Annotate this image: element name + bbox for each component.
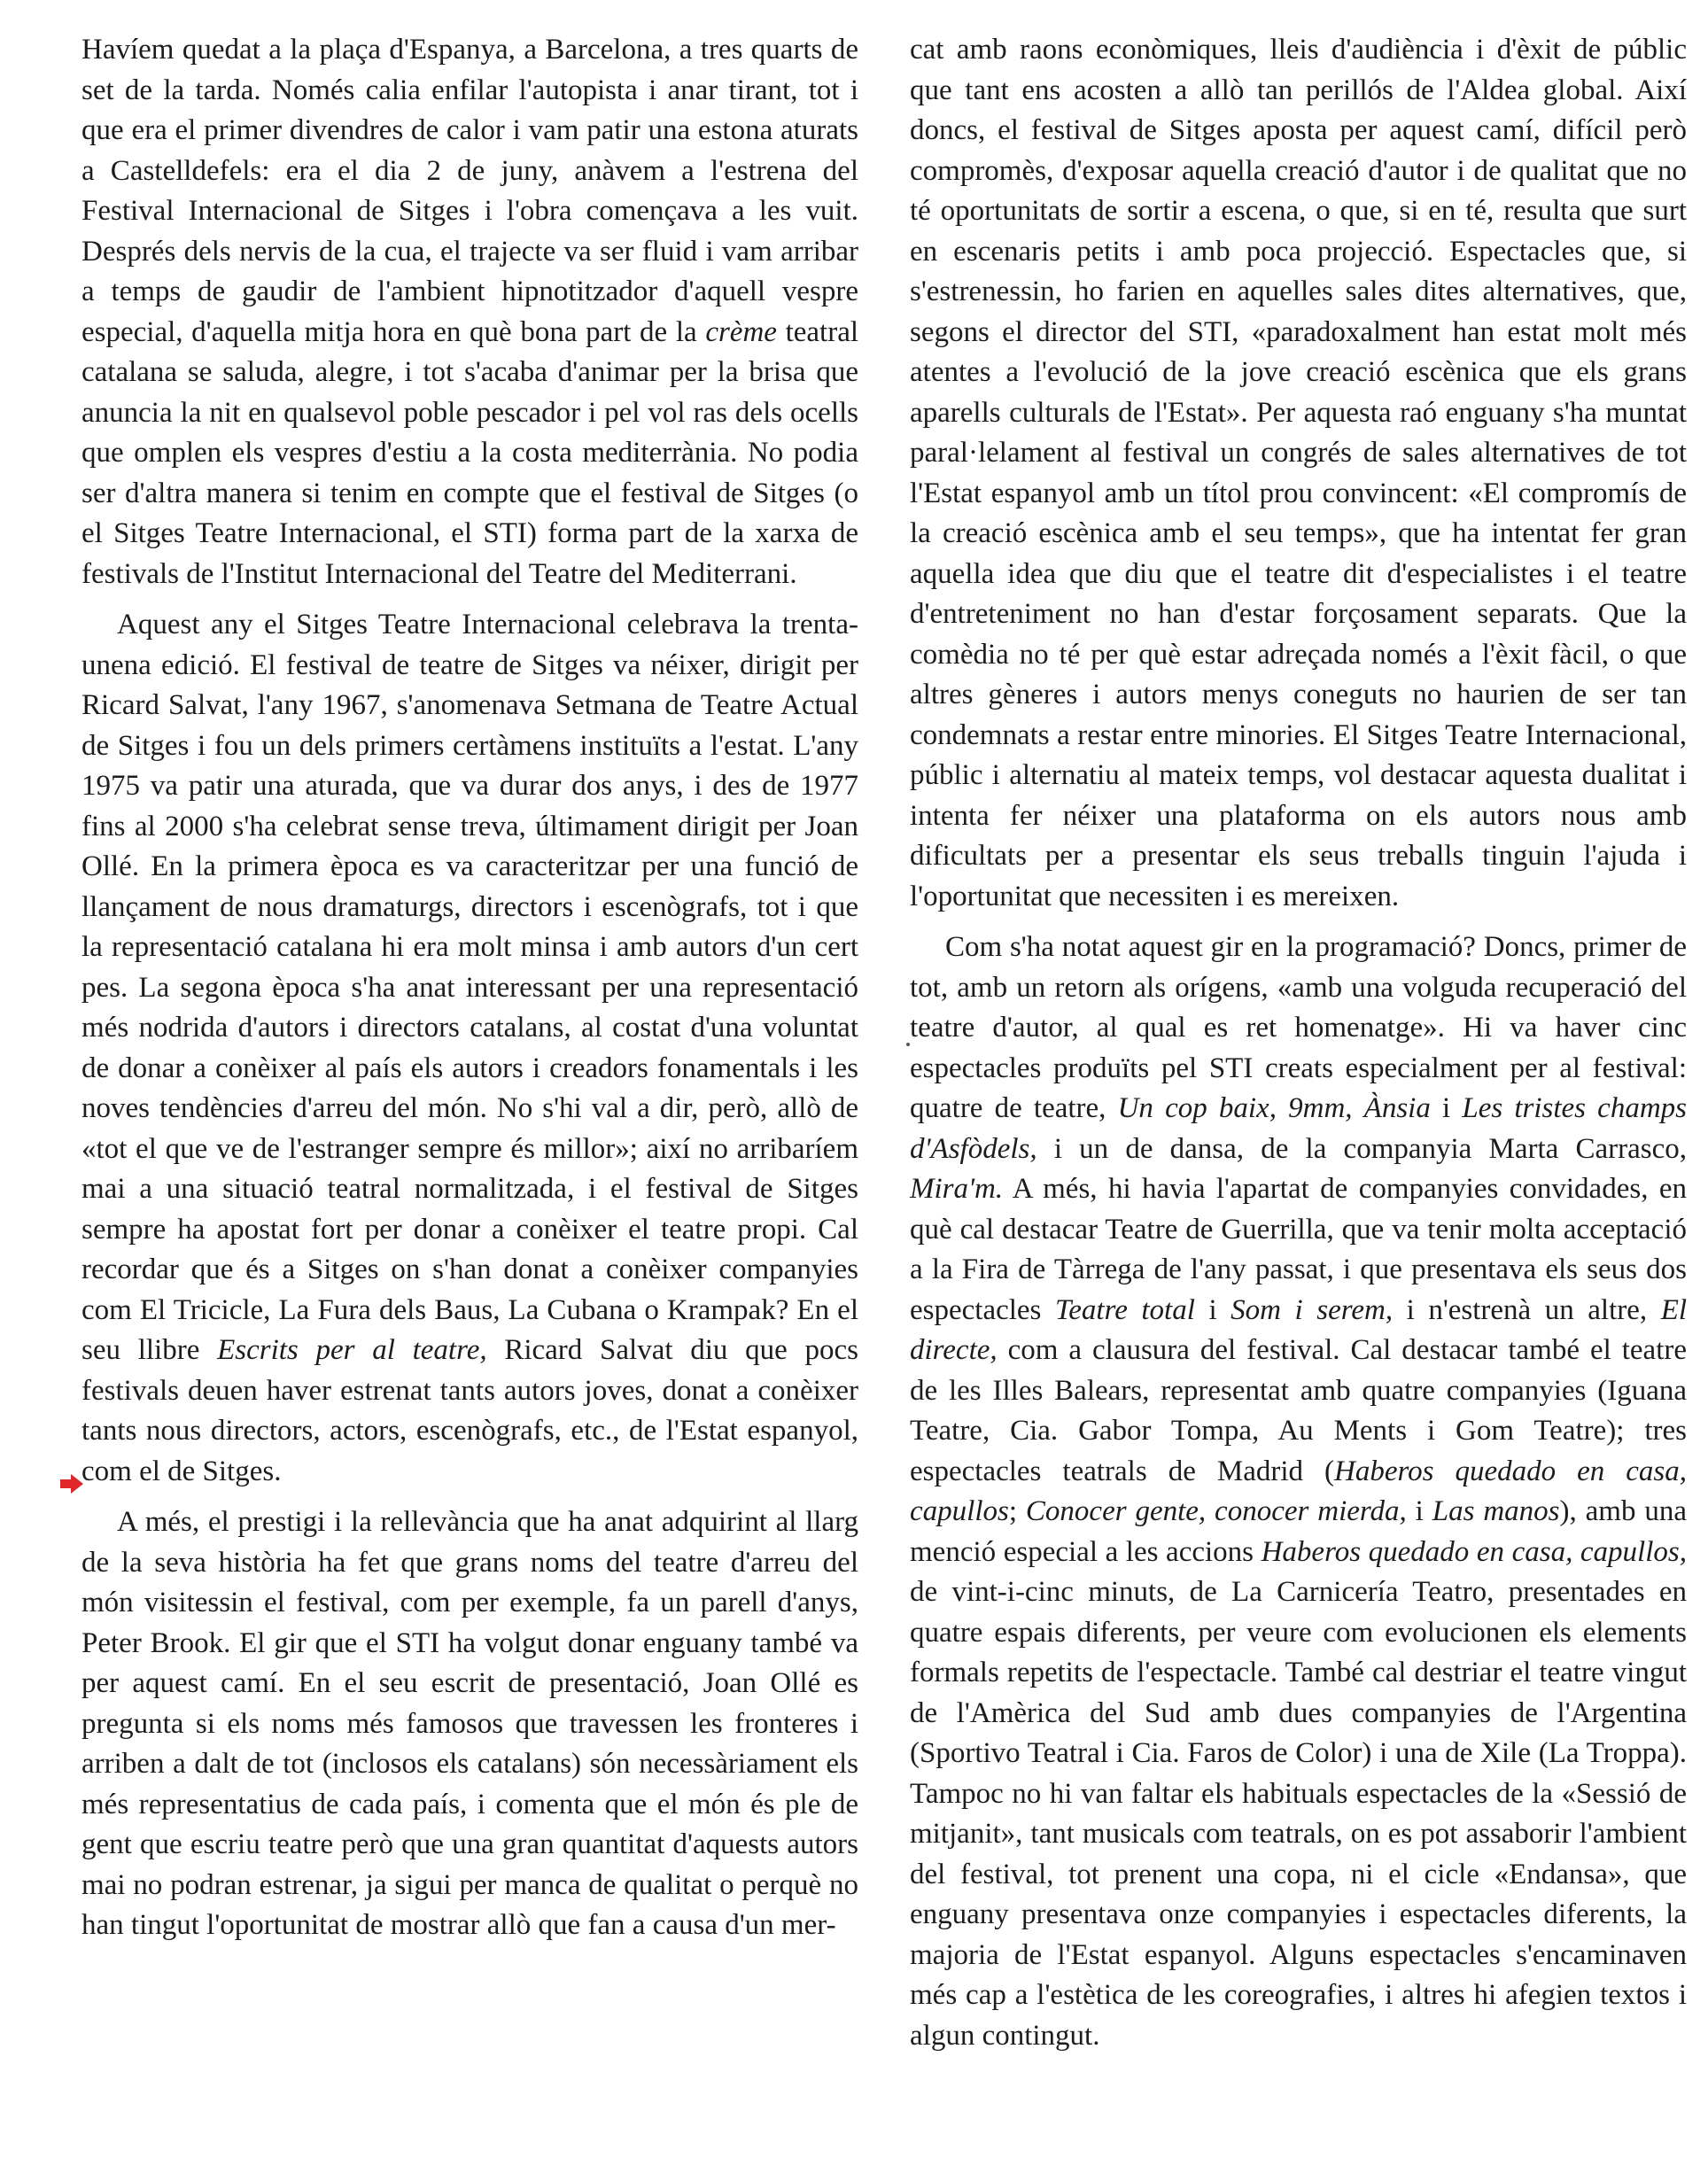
body-text: i n'estrenà un altre, [1393,1293,1661,1326]
body-text: A més, el prestigi i la rellevància que ha anat adquirint al llarg de la seva història ha fet que grans noms del teatre d'arreu del món visitessin el festival, com per exemple, fa un parell d'anys, Peter Brook. El gir que el STI ha volgut donar enguany també va per aquest camí. En el seu escrit de presentació, Joan Ollé es pregunta si els noms més famosos que travessen les fronteres i arriben a dalt de tot (inclosos els catalans) són necessàriament els més representatius de cada país, i comenta que el món és ple de gent que escriu teatre però que una gran quantitat d'aquests autors mai no podran estrenar, ja sigui per manca de qualitat o perquè no han tingut l'oportunitat de mostrar allò que fan a causa d'un mer- [82,1506,858,1941]
body-text: Havíem quedat a la plaça d'Espanya, a Barcelona, a tres quarts de set de la tarda. Només calia enfilar l'autopista i anar tirant, tot i que era el primer divendres de calor i vam patir una estona aturats a Castelldefels: era el dia 2 de juny, anàvem a l'estrena del Festival Internacional de Sitges i l'obra començava a les vuit. Després dels nervis de la cua, el trajecte va ser fluid i vam arribar a temps de gaudir de l'ambient hipnotitzador d'aquell vespre especial, d'aquella mitja hora en què bona part de la [82,34,858,348]
body-text: ; [1008,1495,1026,1527]
paragraph-p4 [910,30,1687,917]
paragraph-p2 [82,605,858,1492]
body-text: i [1194,1293,1231,1326]
italic-title-text: crème [705,315,777,348]
body-text: teatral catalana se saluda, alegre, i tot s'acaba d'animar per la brisa que anuncia la nit en qualsevol poble pescador i pel vol ras dels ocells que omplen els vespres d'estiu a la costa mediterrània. No podia ser d'altra manera si tenim en compte que el festival de Sitges (o el Sitges Teatre Internacional, el STI) forma part de la xarxa de festivals de l'Institut Internacional del Teatre del Mediterrani. [82,315,859,590]
body-text: i [1430,1092,1463,1124]
paragraph-p5 [910,928,1687,2056]
italic-title-text: Teatre total [1054,1293,1195,1326]
italic-title-text: Un cop baix, 9mm, Ànsia [1117,1092,1431,1124]
arrow-shape [60,1474,83,1494]
body-text: A més, hi havia l'apartat de companyies convidades, en què cal destacar Teatre de Guerrilla, que va tenir molta acceptació a la Fira de Tàrrega de l'any passat, i que presentava els seus dos espectacles [910,1173,1687,1326]
print-speck [906,1043,910,1046]
body-text: de vint-i-cinc minuts, de La Carnicería Teatro, presentades en quatre espais diferents, per veure com evolucionen els elements formals repetits de l'espectacle. També cal destriar el teatre vingut de l'Amèrica del Sud amb dues companyies de l'Argentina (Sportivo Teatral i Cia. Faros de Color) i una de Xile (La Troppa). Tampoc no hi van faltar els habituals espectacles de la «Sessió de mitjanit», tant musicals com teatrals, on es pot assaborir l'ambient del festival, tot prenent una copa, ni el cicle «Endansa», que enguany presentava onze companyies i espectacles diferents, la majoria de l'Estat espanyol. Alguns espectacles s'encaminaven més cap a l'estètica de les coreografies, i altres hi afegien textos i algun contingut. [910,1576,1687,2052]
red-arrow-icon [60,1474,83,1494]
body-text: Aquest any el Sitges Teatre Internacional celebrava la trenta-unena edició. El festival de teatre de Sitges va néixer, dirigit per Ricard Salvat, l'any 1967, s'anomenava Setmana de Teatre Actual de Sitges i fou un dels primers certàmens instituïts a l'estat. L'any 1975 va patir una aturada, que va durar dos anys, i des de 1977 fins al 2000 s'ha celebrat sense treva, últimament dirigit per Joan Ollé. En la primera època es va caracteritzar per una funció de llançament de nous dramaturgs, directors i escenògrafs, tot i que la representació catalana hi era molt minsa i amb autors d'un cert pes. La segona època s'ha anat interessant per una representació més nodrida d'autors i directors catalans, al costat d'una voluntat de donar a conèixer al país els autors i creadors fonamentals i les noves tendències d'arreu del món. No s'hi val a dir, però, allò de «tot el que ve de l'estranger sempre és millor»; així no arribaríem mai a una situació teatral normalitzada, i el festival de Sitges sempre ha apostat fort per donar a conèixer el teatre propi. Cal recordar que és a Sitges on s'han donat a conèixer companyies com El Tricicle, La Fura dels Baus, La Cubana o Krampak? En el seu llibre [82,609,858,1366]
paragraph-p3 [82,1502,858,1946]
italic-title-text: Escrits per al teatre, [217,1334,487,1366]
body-text: i [1406,1495,1432,1527]
body-text: ), amb una menció especial a les accions [910,1495,1688,1568]
italic-title-text: Las manos [1432,1495,1560,1527]
italic-title-text: Haberos quedado en casa, capullos [910,1455,1687,1527]
body-text: cat amb raons econòmiques, lleis d'audiència i d'èxit de públic que tant ens acosten a allò tan perillós de l'Aldea global. Així doncs, el festival de Sitges aposta per aquest camí, difícil però compromès, d'exposar aquella creació d'autor i de qualitat que no té oportunitats de sortir a escena, o que, si en té, resulta que surt en escenaris petits i amb poca projecció. Espectacles que, si s'estrenessin, ho farien en aquelles sales dites alternatives, que, segons el director del STI, «paradoxalment han estat molt més atentes a l'evolució de la jove creació escènica que els grans aparells culturals de l'Estat». Per aquesta raó enguany s'ha muntat paral·lelament al festival un congrés de sales alternatives de tot l'Estat espanyol amb un títol prou convincent: «El compromís de la creació escènica amb el seu temps», que ha intentat fer gran aquella idea que diu que el teatre dit d'especialistes i el teatre d'entreteniment no han d'estar forçosament separats. Que la comèdia no té per què estar adreçada només a l'èxit fàcil, o que altres gèneres i autors menys coneguts no haurien de ser tan condemnats a restar entre minories. El Sitges Teatre Internacional, públic i alternatiu al mateix temps, vol destacar aquesta dualitat i intenta fer néixer una plataforma on els autors nous amb dificultats per a presentar els seus treballs tinguin l'ajuda i l'oportunitat que necessiten i es mereixen. [910,34,1687,912]
italic-title-text: Haberos quedado en casa, capullos, [1261,1535,1687,1568]
paragraph-p1 [82,30,858,594]
italic-title-text: Mira'm. [910,1173,1004,1205]
body-text: i un de dansa, de la companyia Marta Carrasco, [1036,1132,1687,1165]
left-column [82,30,858,1946]
body-text: Com s'ha notat aquest gir en la programació? Doncs, primer de tot, amb un retorn als orígens, «amb una volguda recuperació del teatre d'autor, al qual es ret homenatge». Hi va haver cinc espectacles produïts pel STI creats especialment per al festival: quatre de teatre, [910,931,1687,1124]
right-column [910,30,1687,2056]
body-text: com a clausura del festival. Cal destacar també el teatre de les Illes Balears, representat amb quatre companyies (Iguana Teatre, Cia. Gabor Tompa, Au Ments i Gom Teatre); tres espectacles teatrals de Madrid ( [910,1334,1687,1487]
italic-title-text: Les tristes champs d'Asfòdels, [910,1092,1687,1165]
italic-title-text: Conocer gente, conocer mierda, [1025,1495,1407,1527]
body-text: Ricard Salvat diu que pocs festivals deuen haver estrenat tants autors joves, donat a conèixer tants nous directors, actors, escenògrafs, etc., de l'Estat espanyol, com el de Sitges. [82,1334,858,1487]
italic-title-text: Som i serem, [1231,1293,1394,1326]
italic-title-text: El directe, [910,1293,1688,1366]
